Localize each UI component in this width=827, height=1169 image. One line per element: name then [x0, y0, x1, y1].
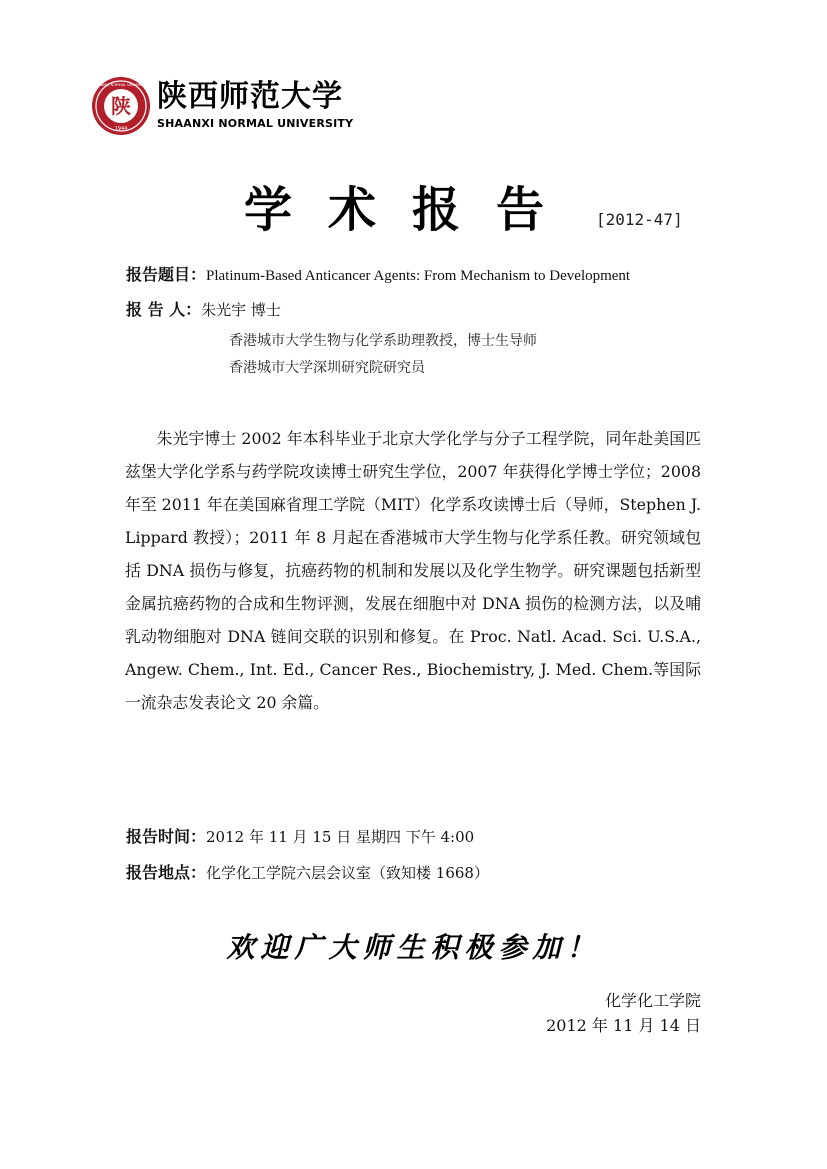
place-value: 化学化工学院六层会议室（致知楼 1668） [206, 864, 489, 882]
time-value: 2012 年 11 月 15 日 星期四 下午 4:00 [206, 828, 475, 846]
university-name-en: SHAANXI NORMAL UNIVERSITY [157, 117, 354, 130]
seal-text: SHAANXI NORMAL UNIVERSITY [93, 83, 149, 87]
time-label: 报告时间： [126, 827, 207, 846]
university-seal-icon [91, 76, 151, 136]
document-serial: [2012-47] [596, 210, 683, 229]
speaker-row [126, 297, 281, 320]
university-name-cn: 陕西师范大学 [157, 79, 343, 114]
welcome-message: 欢迎广大师生积极参加！ [226, 931, 601, 964]
place-row [126, 860, 489, 883]
seal-glyph: 陕 [111, 94, 131, 118]
document-title: 学术报告 [244, 182, 581, 238]
organizer-name: 化学化工学院 [604, 991, 701, 1010]
affiliation-line: 香港城市大学深圳研究院研究员 [229, 360, 425, 376]
seal-year: 1944 [114, 126, 128, 132]
place-label: 报告地点： [126, 863, 207, 882]
speaker-value: 朱光宇 博士 [201, 301, 281, 319]
topic-row [126, 262, 630, 285]
speaker-label: 报 告 人： [126, 300, 202, 319]
affiliation-line: 香港城市大学生物与化学系助理教授，博士生导师 [229, 333, 537, 349]
time-row [126, 824, 474, 847]
topic-label: 报告题目： [126, 265, 207, 284]
issue-date: 2012 年 11 月 14 日 [546, 1016, 701, 1035]
university-logo [91, 76, 354, 138]
speaker-bio: 朱光宇博士 2002 年本科毕业于北京大学化学与分子工程学院，同年赴美国匹兹堡大学化学系与药学院攻读博士研究生学位，2007 年获得化学博士学位；2008 年至 2011 年在美国麻省理工学院（MIT）化学系攻读博士后（导师，Stephen J. Lippard 教授）；2011 年 8 月起在香港城市大学生物与化学系任教。研究领域包括 DNA 损伤与修复，抗癌药物的机制和发展以及化学生物学。研究课题包括新型金属抗癌药物的合成和生物评测，发展在细胞中对 DNA 损伤的检测方法，以及哺乳动物细胞对 DNA 链间交联的识别和修复。在 Proc. Natl. Acad. Sci. U.S.A., Angew. Chem., Int. Ed., Cancer Res., Biochemistry, J. Med. Chem.等国际一流杂志发表论文 20 余篇。 [125, 429, 701, 712]
topic-value: Platinum-Based Anticancer Agents: From Mechanism to Development [206, 268, 631, 284]
